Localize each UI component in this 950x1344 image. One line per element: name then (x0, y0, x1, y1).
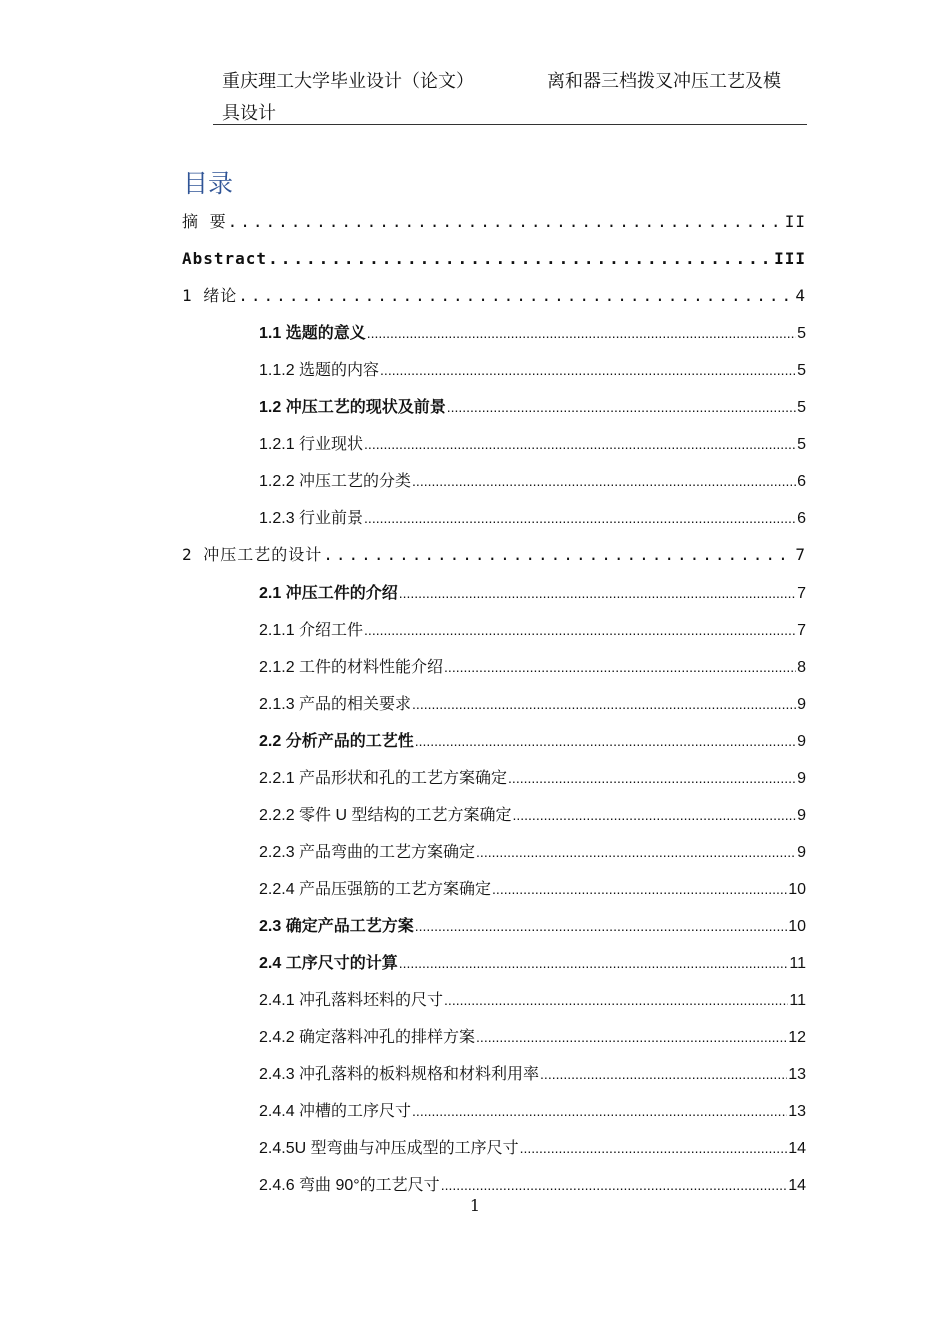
toc-entry[interactable] (259, 429, 806, 459)
toc-entry-label: 1 绪论 (182, 286, 238, 305)
toc-entry-page: III (774, 249, 806, 268)
toc-leader-dots (444, 652, 796, 682)
toc-entry[interactable] (182, 540, 806, 570)
toc-leader-dots (476, 837, 796, 867)
toc-entry-label: 2.4.6 弯曲 90°的工艺尺寸 (259, 1177, 440, 1194)
toc-entry-page: 9 (797, 770, 806, 787)
toc-leader-dots (520, 1133, 788, 1163)
toc-leader-dots (268, 244, 773, 274)
toc-entry[interactable] (259, 615, 806, 645)
toc-entry-label: 2.1.3 产品的相关要求 (259, 696, 412, 713)
toc-entry-page: 14 (788, 1140, 806, 1157)
toc-entry[interactable] (259, 800, 806, 830)
toc-entry-page: 7 (797, 585, 806, 602)
toc-entry-page: 7 (797, 622, 806, 639)
toc-entry-page: 6 (797, 510, 806, 527)
toc-entry-label: 2.4.2 确定落料冲孔的排样方案 (259, 1029, 476, 1046)
toc-entry-label: 2.2 分析产品的工艺性 (259, 733, 414, 750)
toc-entry[interactable] (259, 652, 806, 682)
toc-entry-page: 14 (788, 1177, 806, 1194)
toc-entry[interactable] (259, 1059, 806, 1089)
toc-entry-label: 2.2.1 产品形状和孔的工艺方案确定 (259, 770, 508, 787)
header-thesis-title: 离和器三档拨叉冲压工艺及模 (547, 71, 781, 92)
toc-entry-page: 10 (788, 918, 806, 935)
toc-entry[interactable] (259, 1133, 806, 1163)
toc-leader-dots (512, 800, 796, 830)
toc-leader-dots (399, 578, 796, 608)
toc-entry-label: 1.1.2 选题的内容 (259, 362, 380, 379)
toc-entry[interactable] (259, 1022, 806, 1052)
toc-leader-dots (367, 318, 796, 348)
toc-entry[interactable] (182, 244, 806, 274)
toc-entry[interactable] (182, 281, 806, 311)
toc-entry-page: 9 (797, 696, 806, 713)
toc-entry-page: 11 (789, 992, 806, 1009)
toc-leader-dots (444, 985, 788, 1015)
toc-entry-label: 2.2.4 产品压强筋的工艺方案确定 (259, 881, 492, 898)
toc-entry-page: 5 (797, 325, 806, 342)
toc-entry[interactable] (259, 318, 806, 348)
toc-entry-page: II (784, 212, 806, 231)
toc-entry-label: 2.1.2 工件的材料性能介绍 (259, 659, 444, 676)
toc-entry-page: 9 (797, 807, 806, 824)
toc-leader-dots (412, 1096, 787, 1126)
toc-entry-page: 7 (795, 545, 806, 564)
toc-entry-label: 2.4.1 冲孔落料坯料的尺寸 (259, 992, 444, 1009)
toc-entry[interactable] (259, 874, 806, 904)
toc-leader-dots (364, 503, 796, 533)
toc-entry-label: 1.2 冲压工艺的现状及前景 (259, 399, 446, 416)
toc-entry-page: 5 (797, 362, 806, 379)
toc-leader-dots (412, 466, 796, 496)
toc-entry-page: 10 (788, 881, 806, 898)
toc-entry-label: 2 冲压工艺的设计 (182, 545, 323, 564)
toc-leader-dots (399, 948, 789, 978)
toc-entry-label: 2.4.5U 型弯曲与冲压成型的工序尺寸 (259, 1140, 519, 1157)
toc-entry-page: 12 (788, 1029, 806, 1046)
toc-entry-page: 4 (795, 286, 806, 305)
toc-leader-dots (476, 1022, 787, 1052)
toc-entry-label: Abstract (182, 249, 268, 268)
toc-entry[interactable] (259, 726, 806, 756)
toc-entry-label: 1.1 选题的意义 (259, 325, 366, 342)
toc-entry-page: 8 (797, 659, 806, 676)
toc-entry-label: 1.2.1 行业现状 (259, 436, 364, 453)
toc-entry-page: 5 (797, 399, 806, 416)
toc-leader-dots (492, 874, 787, 904)
toc-entry[interactable] (259, 763, 806, 793)
toc-entry[interactable] (259, 911, 806, 941)
toc-entry-label: 2.2.2 零件 U 型结构的工艺方案确定 (259, 807, 512, 824)
toc-entry-label: 1.2.3 行业前景 (259, 510, 364, 527)
toc-entry-page: 13 (788, 1066, 806, 1083)
toc-entry[interactable] (259, 837, 806, 867)
running-header (213, 66, 807, 125)
toc-entry-page: 6 (797, 473, 806, 490)
toc-entry-page: 13 (788, 1103, 806, 1120)
toc-leader-dots (238, 281, 794, 311)
toc-entry-page: 9 (797, 733, 806, 750)
toc-leader-dots (364, 615, 796, 645)
toc-entry-page: 9 (797, 844, 806, 861)
toc-entry-label: 2.4.4 冲槽的工序尺寸 (259, 1103, 412, 1120)
page-number: 1 (469, 1196, 481, 1215)
toc-leader-dots (323, 540, 794, 570)
toc-entry-label: 1.2.2 冲压工艺的分类 (259, 473, 412, 490)
toc-leader-dots (412, 689, 796, 719)
toc-entry-label: 2.2.3 产品弯曲的工艺方案确定 (259, 844, 476, 861)
toc-entry-page: 5 (797, 436, 806, 453)
toc-entry-page: 11 (789, 955, 806, 972)
toc-entry[interactable] (259, 1096, 806, 1126)
toc-entry[interactable] (259, 466, 806, 496)
header-thesis-title-wrap: 具设计 (222, 103, 276, 124)
toc-leader-dots (508, 763, 796, 793)
header-university: 重庆理工大学毕业设计（论文） (222, 71, 474, 92)
toc-entry[interactable] (259, 503, 806, 533)
toc-leader-dots (380, 355, 796, 385)
toc-entry-label: 2.4 工序尺寸的计算 (259, 955, 398, 972)
toc-leader-dots (415, 911, 788, 941)
toc-entry[interactable] (259, 355, 806, 385)
toc-entry[interactable] (259, 948, 806, 978)
toc-entry-label: 摘 要 (182, 212, 227, 231)
toc-entry-label: 2.4.3 冲孔落料的板料规格和材料利用率 (259, 1066, 540, 1083)
toc-leader-dots (415, 726, 796, 756)
toc-entry[interactable] (259, 392, 806, 422)
toc-entry-label: 2.3 确定产品工艺方案 (259, 918, 414, 935)
toc-entry[interactable] (259, 578, 806, 608)
toc-leader-dots (228, 207, 784, 237)
toc-entry[interactable] (259, 985, 806, 1015)
toc-leader-dots (447, 392, 796, 422)
toc-entry[interactable] (259, 689, 806, 719)
toc-leader-dots (364, 429, 796, 459)
toc-entry-label: 2.1 冲压工件的介绍 (259, 585, 398, 602)
toc-leader-dots (540, 1059, 787, 1089)
toc-title: 目录 (183, 169, 234, 198)
toc-entry[interactable] (182, 207, 806, 237)
toc-entry-label: 2.1.1 介绍工件 (259, 622, 364, 639)
